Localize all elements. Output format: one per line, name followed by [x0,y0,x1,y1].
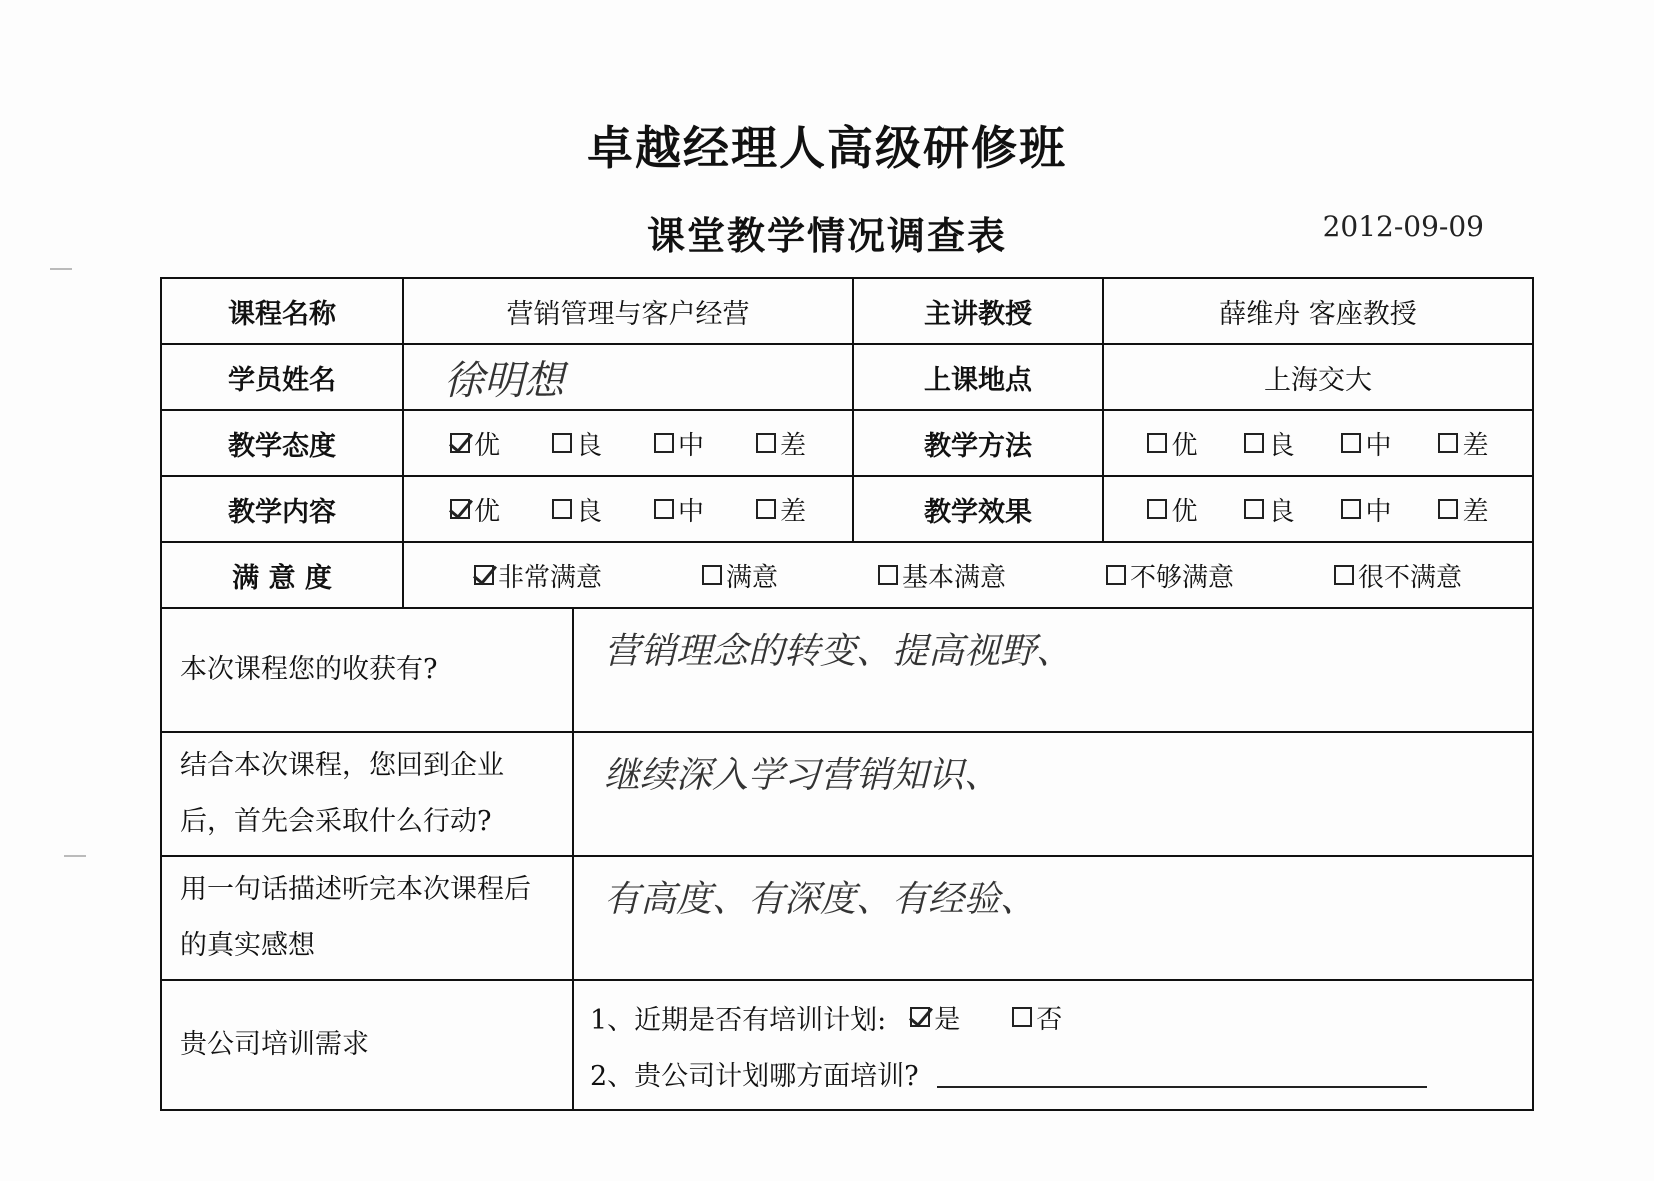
checkbox-icon[interactable] [654,433,674,453]
method-label: 教学方法 [852,411,1102,475]
satisfaction-option-label: 基本满意 [901,562,1006,593]
content-label: 教学内容 [228,496,336,528]
method-option-0[interactable] [1147,425,1197,462]
checkbox-icon[interactable] [552,499,572,519]
row-student [162,343,1532,409]
checkbox-icon[interactable] [702,565,722,585]
row-attitude-method [162,409,1532,475]
content-option-label: 中 [677,496,704,527]
satisfaction-options [402,543,1532,607]
course-name-value[interactable]: 营销管理与客户经营 [402,279,852,343]
method-option-label: 差 [1462,430,1489,461]
q3-answer[interactable]: 有高度、有深度、有经验、 [572,857,1532,979]
method-option-label: 优 [1171,430,1198,461]
checkbox-checked-icon[interactable] [474,565,494,585]
satisfaction-option-0[interactable] [474,557,602,594]
q2-label: 结合本次课程，您回到企业后，首先会采取什么行动? [180,750,504,837]
checkbox-icon[interactable] [1147,433,1167,453]
satisfaction-option-4[interactable] [1334,557,1462,594]
content-option-0[interactable] [450,491,500,528]
satisfaction-option-label: 非常满意 [497,562,602,593]
checkbox-icon[interactable] [1334,565,1354,585]
method-option-label: 良 [1268,430,1295,461]
satisfaction-option-3[interactable] [1106,557,1234,594]
effect-option-2[interactable] [1341,491,1391,528]
training-yes-option[interactable] [910,999,960,1036]
content-options [402,477,852,541]
method-option-2[interactable] [1341,425,1391,462]
checkbox-icon[interactable] [756,433,776,453]
row-training [162,979,1532,1109]
checkbox-icon[interactable] [1012,1007,1032,1027]
content-option-2[interactable] [654,491,704,528]
effect-option-label: 优 [1171,496,1198,527]
form-subtitle: 课堂教学情况调查表 [646,214,1007,258]
effect-option-1[interactable] [1244,491,1294,528]
lecturer-label: 主讲教授 [852,279,1102,343]
attitude-option-label: 优 [473,430,500,461]
row-course [162,279,1532,343]
satisfaction-option-label: 满意 [725,562,778,593]
method-option-3[interactable] [1438,425,1488,462]
content-option-label: 优 [473,496,500,527]
q1-label: 本次课程您的收获有? [180,654,438,685]
checkbox-icon[interactable] [1438,499,1458,519]
student-name-handwriting: 徐明想 [444,357,564,404]
checkbox-checked-icon[interactable] [450,499,470,519]
method-options [1102,411,1532,475]
satisfaction-option-2[interactable] [878,557,1006,594]
training-label: 贵公司培训需求 [180,1029,369,1060]
training-q1-text: 1、近期是否有培训计划: [590,1004,887,1036]
student-name-value[interactable] [402,345,852,409]
effect-label: 教学效果 [852,477,1102,541]
training-q2-text: 2、贵公司计划哪方面培训? [590,1060,919,1092]
row-content-effect [162,475,1532,541]
effect-option-label: 良 [1268,496,1295,527]
training-no-option[interactable] [1012,999,1062,1036]
content-option-3[interactable] [756,491,806,528]
course-name-label: 课程名称 [228,298,336,330]
content-option-label: 良 [575,496,602,527]
checkbox-icon[interactable] [552,433,572,453]
checkbox-checked-icon[interactable] [450,433,470,453]
page-title: 卓越经理人高级研修班 [587,121,1067,175]
checkbox-icon[interactable] [1106,565,1126,585]
row-q1 [162,607,1532,731]
attitude-option-2[interactable] [654,425,704,462]
content-option-1[interactable] [552,491,602,528]
lecturer-value[interactable]: 薛维舟 客座教授 [1102,279,1532,343]
training-area-line [590,1045,1427,1101]
row-q3 [162,855,1532,979]
attitude-option-0[interactable] [450,425,500,462]
satisfaction-option-1[interactable] [702,557,778,594]
content-option-label: 差 [779,496,806,527]
attitude-option-label: 差 [779,430,806,461]
checkbox-icon[interactable] [1244,499,1264,519]
checkbox-checked-icon[interactable] [910,1007,930,1027]
checkbox-icon[interactable] [1147,499,1167,519]
attitude-option-label: 中 [677,430,704,461]
q2-answer[interactable]: 继续深入学习营销知识、 [572,733,1532,855]
checkbox-icon[interactable] [1341,433,1361,453]
attitude-option-label: 良 [575,430,602,461]
attitude-option-3[interactable] [756,425,806,462]
training-area-input[interactable] [937,1058,1427,1088]
location-label: 上课地点 [852,345,1102,409]
satisfaction-option-label: 很不满意 [1357,562,1462,593]
checkbox-icon[interactable] [654,499,674,519]
attitude-label: 教学态度 [228,430,336,462]
satisfaction-label: 满 意 度 [232,562,332,594]
training-cell [572,981,1532,1109]
effect-option-label: 中 [1365,496,1392,527]
location-value[interactable]: 上海交大 [1102,345,1532,409]
method-option-1[interactable] [1244,425,1294,462]
checkbox-icon[interactable] [1244,433,1264,453]
method-option-label: 中 [1365,430,1392,461]
training-no-label: 否 [1036,1004,1063,1035]
q3-label: 用一句话描述听完本次课程后的真实感想 [180,874,531,961]
effect-options [1102,477,1532,541]
effect-option-0[interactable] [1147,491,1197,528]
satisfaction-option-label: 不够满意 [1129,562,1234,593]
q1-answer[interactable]: 营销理念的转变、提高视野、 [572,609,1532,731]
student-name-label: 学员姓名 [228,364,336,396]
effect-option-label: 差 [1462,496,1489,527]
row-q2 [162,731,1532,855]
row-satisfaction [162,541,1532,607]
scan-mark-1 [50,268,72,270]
checkbox-icon[interactable] [878,565,898,585]
checkbox-icon[interactable] [1438,433,1458,453]
effect-option-3[interactable] [1438,491,1488,528]
checkbox-icon[interactable] [1341,499,1361,519]
survey-form [160,277,1534,1111]
training-yes-label: 是 [934,1004,961,1035]
form-date: 2012-09-09 [1322,210,1484,243]
training-plan-line [590,989,1062,1045]
scan-mark-2 [64,855,86,857]
checkbox-icon[interactable] [756,499,776,519]
attitude-option-1[interactable] [552,425,602,462]
attitude-options [402,411,852,475]
